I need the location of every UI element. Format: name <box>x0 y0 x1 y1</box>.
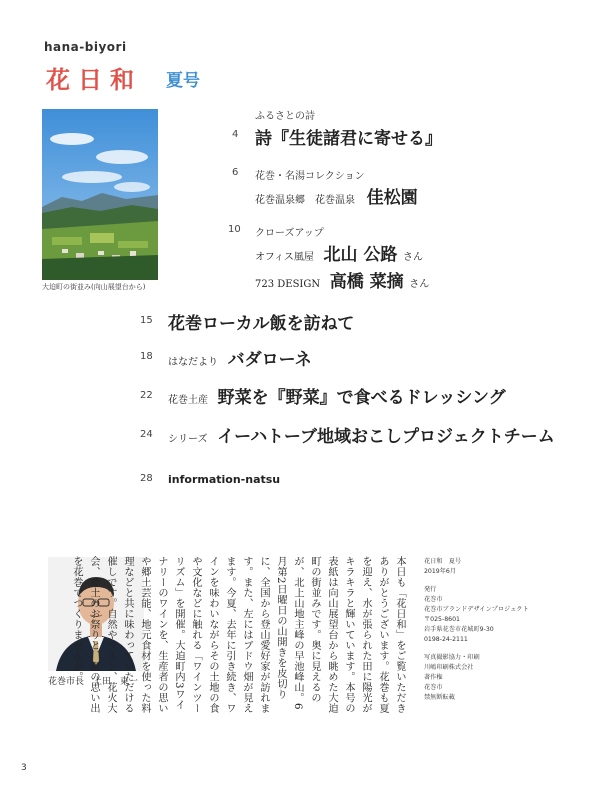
toc-page-number: 10 <box>228 224 241 235</box>
toc-subtitle-poem: ふるさとの詩 <box>255 111 315 122</box>
colophon-publisher-2: 花巻市ブランドデザインプロジェクト <box>424 606 529 613</box>
cover-photo-caption: 大迫町の街並み(向山展望台から) <box>42 283 146 291</box>
toc-page-number: 15 <box>140 315 153 326</box>
toc-page-number: 6 <box>232 167 239 178</box>
colophon-tel: 0198-24-2111 <box>424 636 468 643</box>
cover-photo <box>42 109 158 280</box>
toc-title-closeup-2[interactable] <box>255 267 429 292</box>
toc-closeup-1-suffix: さん <box>402 252 423 263</box>
colophon <box>424 557 554 703</box>
toc-title-onsen-name: 佳松園 <box>366 188 418 208</box>
toc-title-local-food[interactable]: 花巻ローカル飯を訪ねて <box>168 314 355 334</box>
colophon-printer: 川嶋印刷株式会社 <box>424 664 474 671</box>
colophon-publisher-label: 発行 <box>424 586 437 593</box>
page-number: 3 <box>21 763 27 773</box>
toc-prefix: シリーズ <box>168 434 208 445</box>
toc-subtitle-closeup: クローズアップ <box>255 228 324 239</box>
colophon-editor-label: 著作権 <box>424 674 443 681</box>
toc-page-number: 28 <box>140 473 153 484</box>
toc-page-number: 22 <box>140 390 153 401</box>
toc-subtitle-onsen: 花巻・名湯コレクション <box>255 171 365 182</box>
toc-title-information[interactable]: information-natsu <box>168 473 281 486</box>
toc-prefix: 花巻土産 <box>168 395 208 406</box>
mayor-caption: 花巻市長 上田 東一 <box>48 677 139 687</box>
toc-closeup-1-company: オフィス風屋 <box>255 252 314 263</box>
mayor-message: 本日も「花日和」をご覧いただきありがとうございます。花巻も夏を迎え、水が張られた田に陽光がキラキラと輝いています。本号の表紙は向山展望台から眺めた大迫町の街並みです。奥に見えるのが、北上山地主峰の早池峰山。6月第2日曜日の山開きを皮切りに、全国から登山愛好家が訪れます。また、左にはブドウ畑が見えます。今夏、去年に引き続き、ワインを味わいながらその土地の食や文化などに触れる「ワインツーリズム」を開催。大迫町内3ワイナリーのワインを、生産者の思いや郷土芸能、地元食材を使った料理などと共に味わっていただける催しです。自然やワイン、花火大会、郷土のお祭りと、夏の思い出を花巻でつくりませんか。 <box>71 556 405 714</box>
toc-title-text: イーハトーブ地域おこしプロジェクトチーム <box>217 427 555 447</box>
colophon-publisher-1: 花巻市 <box>424 596 443 603</box>
toc-title-badalone[interactable] <box>168 345 312 370</box>
toc-prefix: はなだより <box>168 357 218 368</box>
colophon-title: 花日和 夏号 <box>424 558 462 565</box>
colophon-address: 岩手県花巻市花城町9-30 <box>424 626 494 633</box>
toc-title-poem[interactable]: 詩『生徒諸君に寄せる』 <box>255 129 442 149</box>
magazine-kanji-title: 花日和 <box>46 66 142 94</box>
colophon-notice: 禁無断転載 <box>424 694 455 701</box>
toc-closeup-2-person: 高橋 菜摘 <box>329 272 404 292</box>
colophon-credits-label: 写真撮影協力・印刷 <box>424 654 480 661</box>
toc-title-dressing[interactable] <box>168 383 506 408</box>
toc-title-text: 野菜を『野菜』で食べるドレッシング <box>217 388 506 408</box>
toc-page-number: 24 <box>140 429 153 440</box>
colophon-editor: 花巻市 <box>424 684 443 691</box>
toc-title-text: バダローネ <box>227 350 312 370</box>
toc-page-number: 4 <box>232 129 239 140</box>
colophon-date: 2019年6月 <box>424 568 457 575</box>
toc-title-closeup-1[interactable] <box>255 240 423 265</box>
toc-title-onsen-place: 花巻温泉郷 花巻温泉 <box>255 195 355 206</box>
toc-closeup-2-company: 723 DESIGN <box>255 279 321 290</box>
issue-name: 夏号 <box>166 71 200 91</box>
toc-title-ihatov[interactable] <box>168 422 555 447</box>
magazine-roman-title: hana-biyori <box>44 40 127 54</box>
colophon-postal: 〒025-8601 <box>424 616 460 623</box>
toc-closeup-2-suffix: さん <box>409 279 430 290</box>
toc-title-onsen[interactable] <box>255 183 418 208</box>
toc-closeup-1-person: 北山 公路 <box>323 245 398 265</box>
toc-page-number: 18 <box>140 351 153 362</box>
